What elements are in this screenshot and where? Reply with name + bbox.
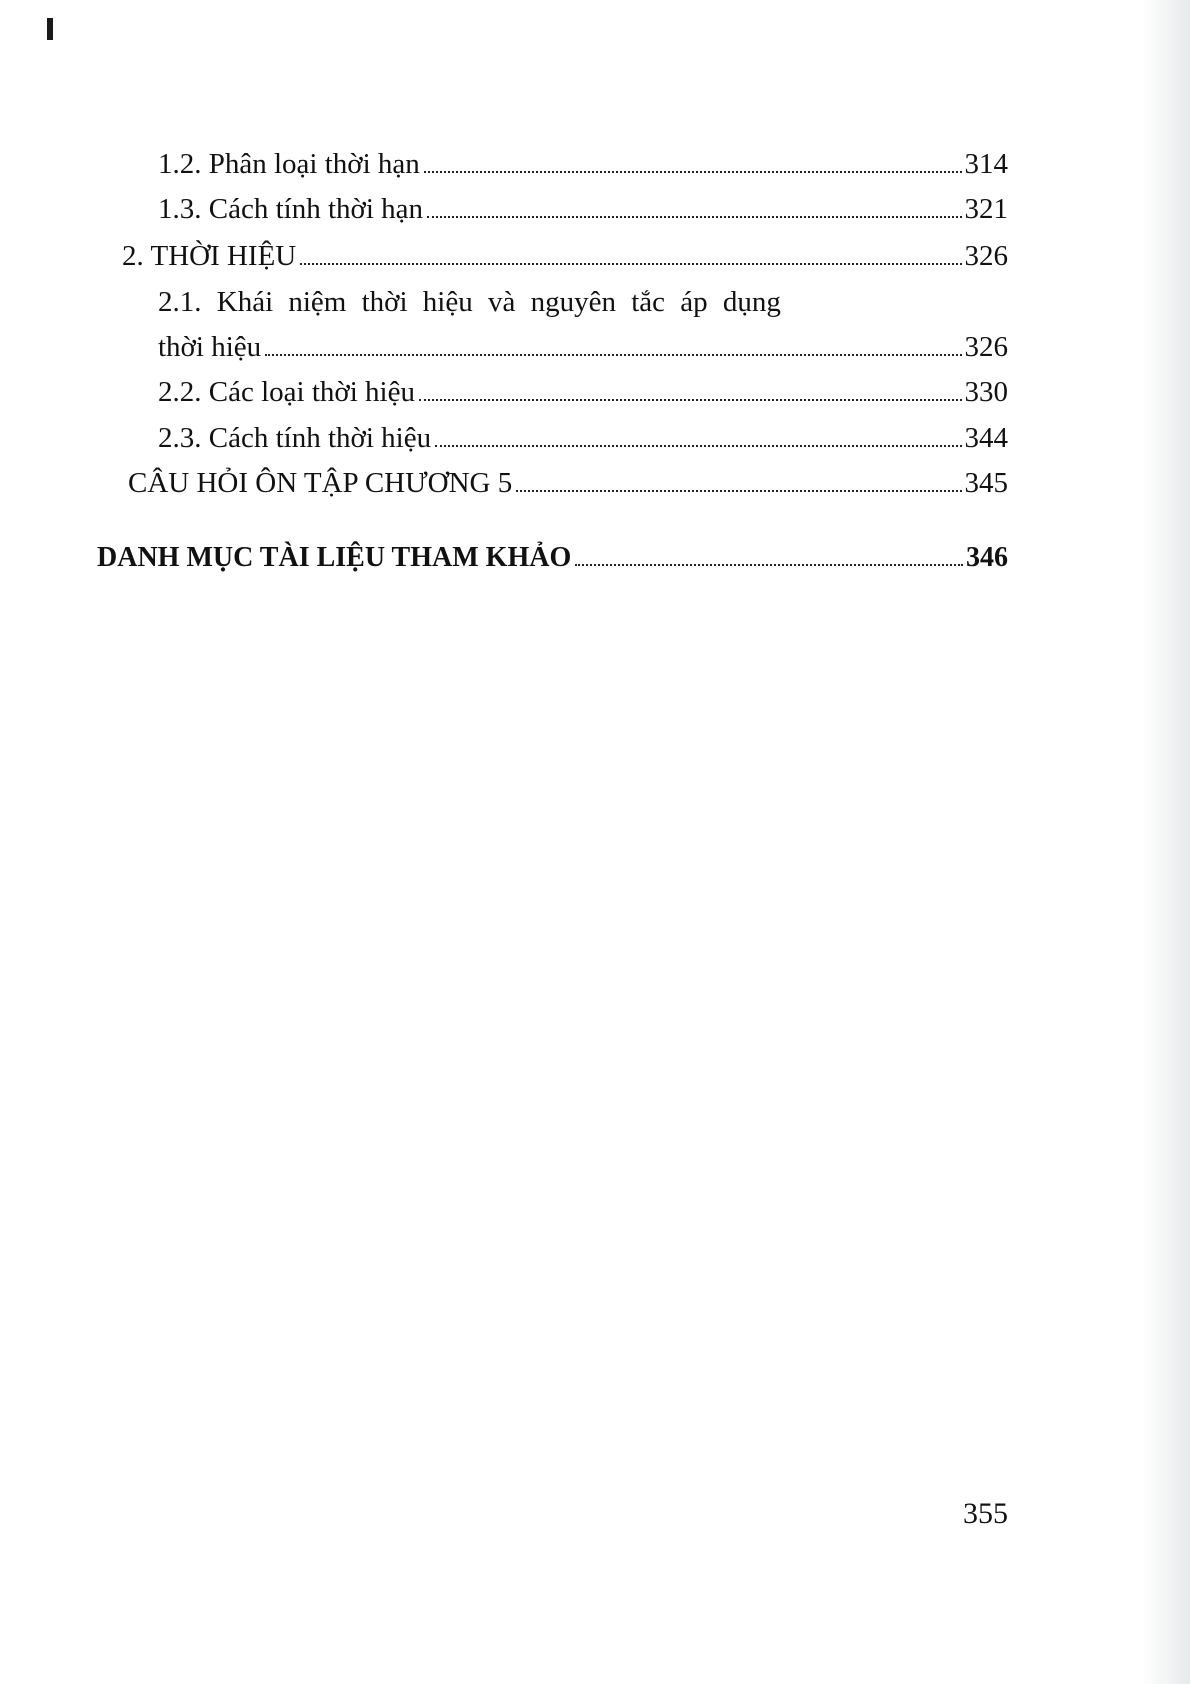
toc-entry-page: 326 — [964, 240, 1008, 272]
toc-entry-page: 345 — [964, 467, 1008, 499]
toc-entry-label: 2.2. Các loại thời hiệu — [158, 376, 415, 408]
toc-entry-label: 2. THỜI HIỆU — [122, 240, 297, 272]
toc-leader-dots — [300, 263, 961, 265]
toc-leader-dots — [575, 564, 963, 566]
toc-entry[interactable] — [122, 238, 1008, 274]
toc-entry[interactable] — [158, 329, 1008, 365]
toc-leader-dots — [419, 399, 962, 401]
toc-leader-dots — [424, 171, 962, 173]
toc-entry-label: 1.2. Phân loại thời hạn — [158, 148, 420, 180]
toc-entry[interactable] — [158, 420, 1008, 456]
toc-leader-dots — [435, 445, 961, 447]
toc-entry-label: thời hiệu — [158, 331, 262, 363]
table-of-contents — [0, 0, 1190, 620]
toc-entry[interactable] — [158, 146, 1008, 182]
toc-leader-dots — [427, 216, 961, 218]
toc-entry-page: 330 — [964, 376, 1008, 408]
toc-entry[interactable] — [128, 465, 1008, 501]
toc-entry-label: CÂU HỎI ÔN TẬP CHƯƠNG 5 — [128, 467, 513, 499]
toc-entry-label: DANH MỤC TÀI LIỆU THAM KHẢO — [97, 542, 572, 573]
toc-entry-page: 314 — [964, 148, 1008, 180]
toc-entry-page: 321 — [964, 193, 1008, 225]
toc-entry-label: 2.1. Khái niệm thời hiệu và nguyên tắc áp dụng — [158, 286, 781, 318]
toc-entry[interactable] — [158, 191, 1008, 227]
toc-entry-page: 344 — [964, 422, 1008, 454]
toc-entry-label: 1.3. Cách tính thời hạn — [158, 193, 424, 225]
toc-entry[interactable] — [158, 374, 1008, 410]
toc-leader-dots — [265, 354, 961, 356]
toc-entry-page: 346 — [966, 542, 1008, 573]
toc-leader-dots — [516, 490, 961, 492]
toc-entry[interactable] — [158, 284, 781, 320]
page-number: 355 — [963, 1497, 1008, 1530]
toc-entry-page: 326 — [964, 331, 1008, 363]
toc-entry-label: 2.3. Cách tính thời hiệu — [158, 422, 432, 454]
toc-entry[interactable] — [97, 540, 1008, 576]
